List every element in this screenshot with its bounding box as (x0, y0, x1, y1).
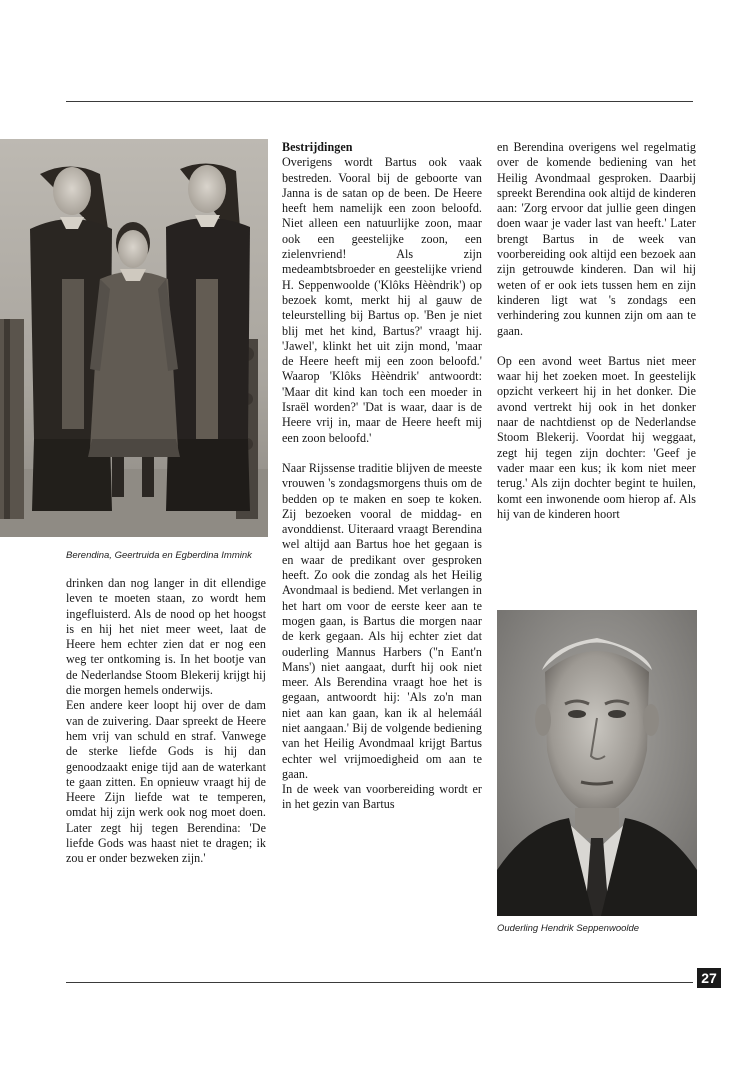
elder-portrait-caption: Ouderling Hendrik Seppenwoolde (497, 923, 640, 934)
family-photo-image (0, 139, 268, 537)
elder-portrait-image (497, 610, 697, 916)
elder-portrait-photo (497, 610, 697, 916)
col1-paragraph-1: drinken dan nog langer in dit ellendige leven te moeten staan, zo wordt hem ingefluisterd. Als de nood op het hoogst is en hij het niet meer weet, laat de Heere hem echter zien dat er nog een weg ter ontkoming is. In het bootje van de Nederlandse Stoom Blekerij krijgt hij die morgen hemels onderwijs. (66, 576, 266, 698)
family-photo (0, 139, 268, 537)
family-photo-caption: Berendina, Geertruida en Egberdina Immink (66, 550, 252, 561)
col1-paragraph-2: Een andere keer loopt hij over de dam van de zuivering. Daar spreekt de Heere hem vrij van schuld en straf. Vanwege de sterke liefde Gods is hij dan genoodzaakt enige tijd aan de waterkant te gaan zitten. En opnieuw vraagt hij de Heere Zijn liefde wat te temperen, omdat hij zijn werk ook nog moet doen. Later zegt hij tegen Berendina: 'De liefde Gods was haast niet te dragen; ik zou er onder bezweken zijn.' (66, 698, 266, 866)
bottom-rule (66, 982, 693, 983)
top-rule (66, 101, 693, 102)
page-number: 27 (697, 968, 721, 988)
column-2 (282, 140, 482, 813)
col3-paragraph-1: en Berendina overigens wel regelmatig over de komende bediening van het Heilig Avondmaal gesproken. Daarbij spreekt Berendina ook altijd de kinderen aan: 'Zorg ervoor dat jullie geen dingen doen waar je vader last van heeft.' Later brengt Bartus in de week van voorbereiding ook altijd een bezoek aan zijn getrouwde kinderen. Dan wil hij weten of er ook iets tussen hem en zijn kinderen ligt wat 's zondags een verhindering zou kunnen zijn om aan te gaan. (497, 140, 696, 338)
section-heading: Bestrijdingen (282, 140, 353, 154)
column-3 (497, 140, 696, 522)
col2-paragraph-2: Naar Rijssense traditie blijven de meeste vrouwen 's zondagsmorgens thuis om de bedden op te maken en soep te koken. Zij bezoeken vooral de middag- en avonddienst. Uiteraard vraagt Berendina wel altijd aan Bartus hoe het gegaan is en waar de predikant over gesproken heeft. Zo ook die zondag als het Heilig Avondmaal is bediend. Met verlangen in het hart om voor de eerste keer aan te mogen gaan, is Bartus die morgen naar de kerk gegaan. Als hij echter ziet dat ouderling Mannus Harbers (''n Eant'n Mans') niet aangaat, durft hij ook niet meer. Als Berendina vraagt hoe het is gegaan, antwoordt hij: 'Als zo'n man niet aan kan gaan, kan ik al helemáál niet aangaan.' Bij de volgende bediening van het Heilig Avondmaal krijgt Bartus echter wel vrijmoedigheid om aan te gaan. (282, 460, 482, 781)
col3-paragraph-2: Op een avond weet Bartus niet meer waar hij het zoeken moet. In geestelijk opzicht verkeert hij in het donker. Die avond vertrekt hij ook in het donker naar de nachtdienst op de Nederlandse Stoom Blekerij. Voordat hij weggaat, zegt hij tegen zijn dochter: 'Geef je vader maar een kus; ik kom niet meer terug.' Als zijn dochter begint te huilen, komt een inwonende oom hierop af. Als hij van de kinderen hoort (497, 353, 696, 521)
column-1 (66, 576, 266, 867)
col2-paragraph-1: Overigens wordt Bartus ook vaak bestreden. Vooral bij de geboorte van Janna is de satan op de been. De Heere heeft hem namelijk een zoon beloofd. Niet alleen een natuurlijke zoon, maar ook een geestelijke zoon, een zielenvriend! Als zijn medeambtsbroeder en geestelijke vriend H. Seppenwoolde ('Klôks Hèèndrik') op bezoek komt, merkt hij al gauw de teleurstelling bij Bartus op. 'Ben je niet blij met het kind, Bartus?' vraagt hij. 'Jawel', klinkt het uit zijn mond, 'maar de Heere heeft mij een zoon beloofd.' Waarop 'Klôks Hèèndrik' antwoordt: 'Maar dit kind kan toch een moeder in Israël worden?' 'Dat is waar, daar is de Heere vrij in, maar de Heere heeft mij een zoon beloofd.' (282, 155, 482, 445)
col2-paragraph-3: In de week van voorbereiding wordt er in het gezin van Bartus (282, 782, 482, 812)
